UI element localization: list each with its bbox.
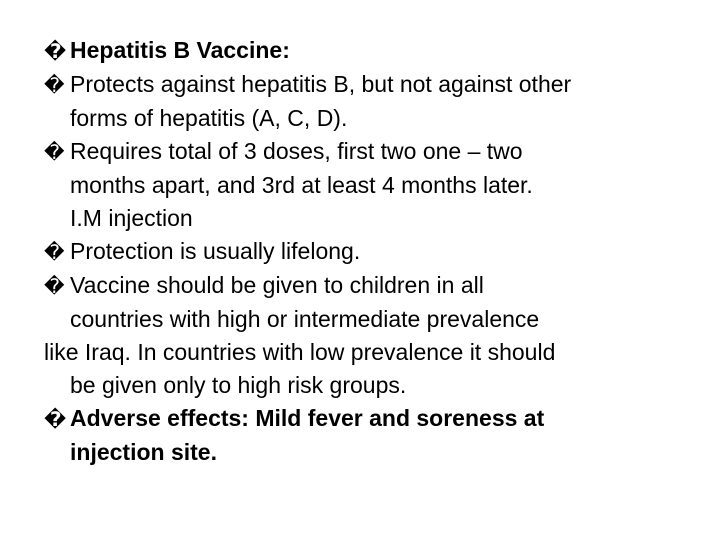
- continuation-text: months apart, and 3rd at least 4 months later.: [70, 172, 533, 198]
- continuation-text: be given only to high risk groups.: [70, 372, 407, 398]
- bullet-text: Protects against hepatitis B, but not against other: [70, 71, 572, 97]
- continuation-line: [44, 169, 684, 202]
- slide-content: [44, 34, 684, 469]
- bullet-text: Protection is usually lifelong.: [70, 238, 361, 264]
- continuation-line-bold: [44, 436, 684, 469]
- continuation-text: injection site.: [70, 439, 217, 465]
- continuation-text: like Iraq. In countries with low prevalence it should: [44, 339, 556, 365]
- bullet-line: [44, 269, 684, 303]
- bullet-icon: �: [44, 39, 67, 63]
- continuation-line: [44, 369, 684, 402]
- bullet-icon: �: [44, 274, 65, 298]
- bullet-icon: �: [44, 240, 65, 264]
- bullet-text: Requires total of 3 doses, first two one – two: [70, 138, 523, 164]
- continuation-line: [44, 202, 684, 235]
- bullet-text: Adverse effects: Mild fever and soreness at: [70, 405, 545, 431]
- bullet-icon: �: [44, 140, 65, 164]
- heading-line: [44, 34, 684, 68]
- continuation-line: [44, 102, 684, 135]
- continuation-line-flush: [44, 336, 684, 369]
- heading-text: Hepatitis B Vaccine:: [70, 37, 290, 63]
- bullet-line-bold: [44, 402, 684, 436]
- bullet-line: [44, 68, 684, 102]
- bullet-text: Vaccine should be given to children in all: [70, 272, 484, 298]
- bullet-icon: �: [44, 407, 67, 431]
- continuation-text: countries with high or intermediate prevalence: [70, 306, 540, 332]
- continuation-line: [44, 303, 684, 336]
- bullet-icon: �: [44, 73, 65, 97]
- bullet-line: [44, 235, 684, 269]
- continuation-text: I.M injection: [70, 205, 193, 231]
- continuation-text: forms of hepatitis (A, C, D).: [70, 105, 348, 131]
- bullet-line: [44, 135, 684, 169]
